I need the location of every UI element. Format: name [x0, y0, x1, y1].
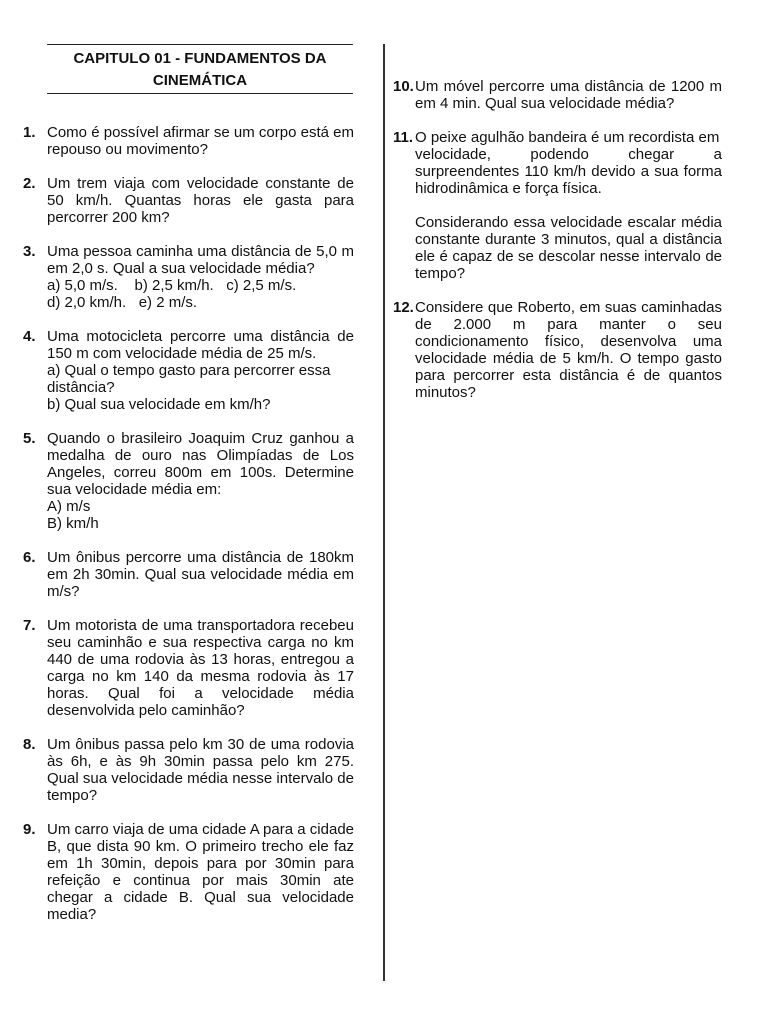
sub-question-b: b) Qual sua velocidade em km/h? — [47, 396, 271, 413]
question-number: 4. — [23, 328, 36, 345]
question-4 — [23, 328, 354, 413]
answer-options-row-2: d) 2,0 km/h. e) 2 m/s. — [47, 294, 198, 311]
chapter-title-line2: CINEMÁTICA — [152, 72, 248, 89]
question-8 — [23, 736, 354, 804]
chapter-title-line1: CAPITULO 01 - FUNDAMENTOS DA — [73, 50, 327, 67]
question-number: 10. — [393, 78, 414, 95]
question-text: velocidade, podendo chegar a surpreendentes 110 km/h devido a sua forma hidrodinâmica e força física. — [415, 146, 722, 197]
question-text: Um ônibus passa pelo km 30 de uma rodovia às 6h, e às 9h 30min passa pelo km 275. Qual sua velocidade média nesse intervalo de tempo? — [47, 736, 354, 804]
question-text: Quando o brasileiro Joaquim Cruz ganhou a medalha de ouro nas Olimpíadas de Los Angeles, correu 800m em 100s. Determine sua velocidade média em: — [47, 430, 354, 498]
question-number: 9. — [23, 821, 36, 838]
question-7 — [23, 617, 354, 719]
left-column — [23, 44, 354, 940]
question-number: 11. — [393, 129, 414, 146]
question-9 — [23, 821, 354, 923]
question-text-continuation: Considerando essa velocidade escalar média constante durante 3 minutos, qual a distância ele é capaz de se descolar nesse intervalo de tempo? — [415, 214, 722, 282]
question-number: 6. — [23, 549, 36, 566]
question-text: Uma pessoa caminha uma distância de 5,0 m em 2,0 s. Qual a sua velocidade média? — [47, 243, 354, 277]
question-number: 8. — [23, 736, 36, 753]
column-divider — [383, 44, 385, 981]
sub-question-a: a) Qual o tempo gasto para percorrer essa distância? — [47, 362, 331, 396]
question-text: Uma motocicleta percorre uma distância de 150 m com velocidade média de 25 m/s. — [47, 328, 354, 362]
question-number: 5. — [23, 430, 36, 447]
question-12 — [393, 299, 722, 401]
question-text: Um ônibus percorre uma distância de 180km em 2h 30min. Qual sua velocidade média em m/s? — [47, 549, 354, 600]
question-text: Um trem viaja com velocidade constante de 50 km/h. Quantas horas ele gasta para percorrer 200 km? — [47, 175, 354, 226]
chapter-header — [47, 44, 353, 94]
question-text: Um motorista de uma transportadora recebeu seu caminhão e sua respectiva carga no km 440 de uma rodovia às 13 horas, entregou a carga no km 140 da mesma rodovia às 17 horas. Qual foi a velocidade média desenvolvida pelo caminhão? — [47, 617, 354, 719]
question-text: Um móvel percorre uma distância de 1200 m em 4 min. Qual sua velocidade média? — [415, 78, 722, 112]
sub-question-b: B) km/h — [47, 515, 99, 532]
question-2 — [23, 175, 354, 226]
question-number: 7. — [23, 617, 36, 634]
question-5 — [23, 430, 354, 532]
question-text: Como é possível afirmar se um corpo está em repouso ou movimento? — [47, 124, 354, 158]
answer-options-row-1: a) 5,0 m/s. b) 2,5 km/h. c) 2,5 m/s. — [47, 277, 297, 294]
sub-question-a: A) m/s — [47, 498, 91, 515]
question-6 — [23, 549, 354, 600]
question-3 — [23, 243, 354, 311]
question-1 — [23, 124, 354, 158]
question-text: Considere que Roberto, em suas caminhadas de 2.000 m para manter o seu condicionamento físico, desenvolva uma velocidade média de 5 km/h. O tempo gasto para percorrer esta distância é de quantos minutos? — [415, 299, 722, 401]
question-number: 2. — [23, 175, 36, 192]
question-text: Um carro viaja de uma cidade A para a cidade B, que dista 90 km. O primeiro trecho ele faz em 1h 30min, depois para por 30min para refeição e continua por mais 30min ate chegar a cidade B. Qual sua velocidade media? — [47, 821, 354, 923]
question-number: 3. — [23, 243, 36, 260]
question-10 — [393, 78, 722, 112]
question-number: 1. — [23, 124, 36, 141]
right-column — [393, 78, 722, 418]
question-text-first-line: O peixe agulhão bandeira é um recordista em — [415, 129, 720, 146]
question-number: 12. — [393, 299, 414, 316]
question-11 — [393, 129, 722, 282]
